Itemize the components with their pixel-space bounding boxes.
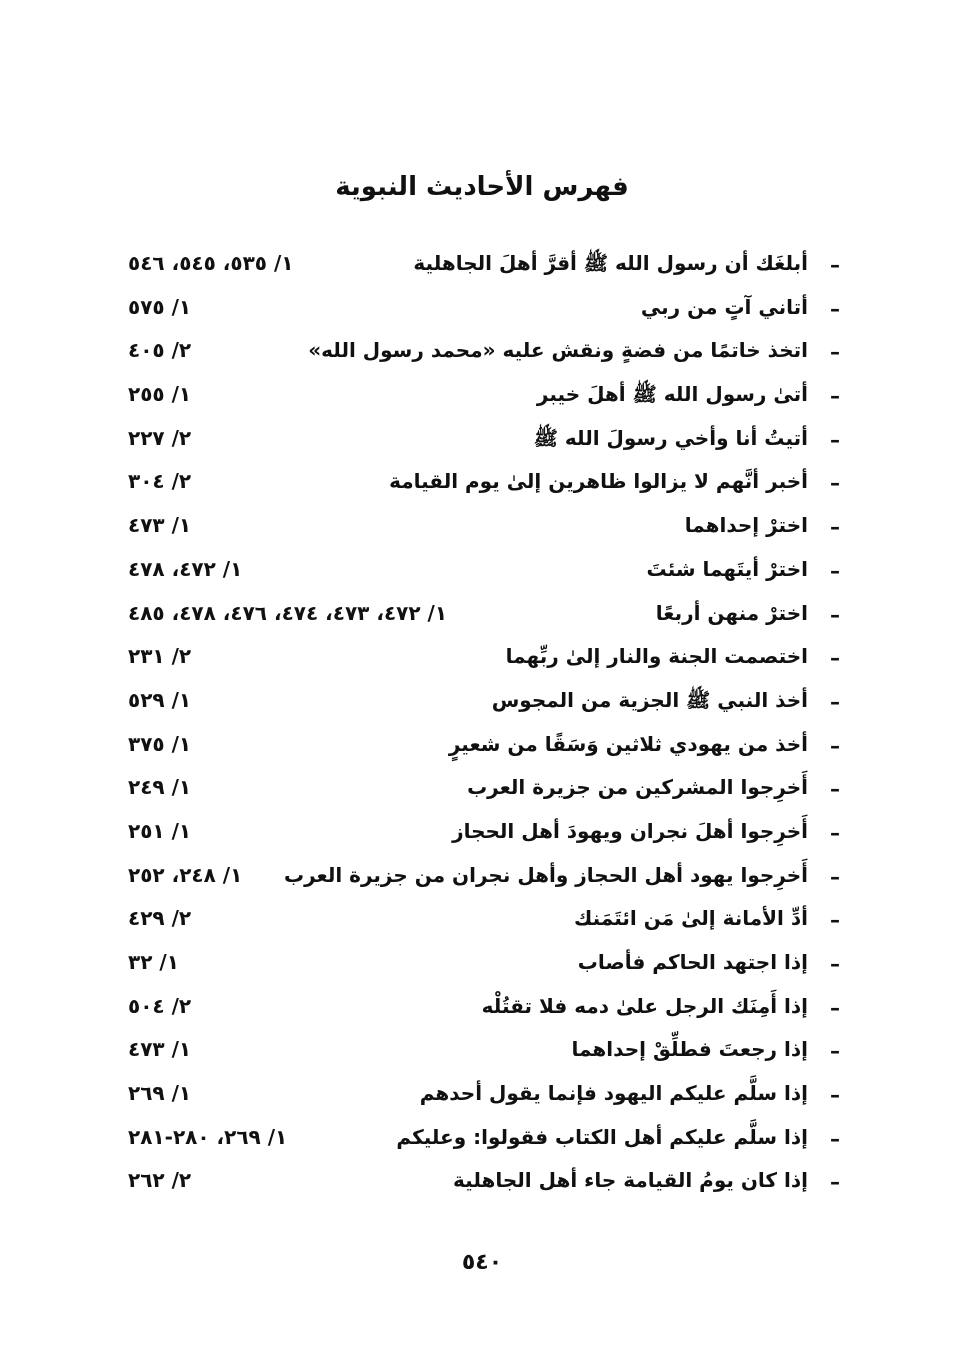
hadith-reference: ١/ ٥٧٥ [128, 294, 192, 319]
list-item [128, 640, 840, 684]
hadith-text: اخترْ منهن أربعًا [655, 600, 808, 625]
hadith-reference: ١/ ٥٣٥، ٥٤٥، ٥٤٦ [128, 251, 294, 275]
hadith-reference: ١/ ٢٦٩ [128, 1081, 192, 1106]
hadith-reference: ٢/ ٥٠٤ [128, 993, 192, 1018]
hadith-text: أخذ النبي ﷺ الجزية من المجوس [491, 687, 808, 712]
hadith-reference: ١/ ٢٤٨، ٢٥٢ [128, 862, 243, 887]
entry-dash: – [830, 908, 840, 933]
entry-dash: – [830, 1039, 840, 1064]
list-item [128, 902, 840, 946]
entry-dash: – [830, 427, 840, 452]
hadith-text: اختصمت الجنة والنار إلىٰ ربِّهما [505, 644, 808, 669]
list-item [128, 1164, 840, 1208]
hadith-reference: ٢/ ٢٣١ [128, 644, 192, 669]
list-item [128, 859, 840, 903]
hadith-text: اخترْ إحداهما [684, 513, 808, 538]
hadith-reference: ٢/ ٢٦٢ [128, 1168, 192, 1193]
hadith-text: إذا سلَّم عليكم أهل الكتاب فقولوا: وعليكم [396, 1124, 808, 1149]
hadith-text: اخترْ أيتَهما شئتَ [646, 556, 808, 581]
list-item [128, 378, 840, 422]
hadith-text: إذا كان يومُ القيامة جاء أهل الجاهلية [453, 1168, 808, 1193]
hadith-text: أدِّ الأمانة إلىٰ مَن ائتَمَنك [574, 906, 808, 931]
page-number: ٥٤٠ [461, 1250, 503, 1275]
entry-dash: – [830, 952, 840, 976]
hadith-text: أَخرِجوا أهلَ نجران ويهودَ أهل الحجاز [452, 818, 808, 843]
page-title: فهرس الأحاديث النبوية [335, 172, 629, 202]
hadith-reference: ٢/ ٣٠٤ [128, 469, 192, 494]
hadith-reference: ٢/ ٤٠٥ [128, 338, 192, 363]
list-item [128, 771, 840, 815]
list-item [128, 291, 840, 335]
hadith-text: إذا اجتهد الحاكم فأصاب [577, 950, 808, 974]
entry-dash: – [830, 296, 840, 321]
hadith-reference: ٢/ ٢٢٧ [128, 425, 192, 450]
list-item [128, 553, 840, 597]
hadith-text: إذا سلَّم عليكم اليهود فإنما يقول أحدهم [419, 1081, 808, 1106]
list-item [128, 334, 840, 378]
entry-dash: – [830, 471, 840, 496]
hadith-text: أتيتُ أنا وأخي رسولَ الله ﷺ [533, 425, 808, 450]
entry-dash: – [830, 558, 840, 583]
hadith-text: أَخرِجوا يهود أهل الحجاز وأهل نجران من جزيرة العرب [283, 862, 808, 887]
hadith-reference: ١/ ٤٧٢، ٤٧٨ [128, 556, 243, 581]
hadith-reference: ١/ ٢٤٩ [128, 775, 192, 800]
hadith-reference: ١/ ٤٧٣ [128, 513, 192, 538]
hadith-text: اتخذ خاتمًا من فضةٍ ونقش عليه «محمد رسول الله» [308, 338, 808, 363]
entry-dash: – [830, 515, 840, 540]
entry-dash: – [830, 1170, 840, 1195]
list-item [128, 1121, 840, 1165]
hadith-reference: ١/ ٤٧٢، ٤٧٣، ٤٧٤، ٤٧٦، ٤٧٨، ٤٨٥ [128, 600, 448, 625]
entry-dash: – [830, 864, 840, 889]
list-item [128, 946, 840, 990]
hadith-text: أَخرِجوا المشركين من جزيرة العرب [467, 775, 808, 800]
hadith-reference: ١/ ٢٥١ [128, 818, 192, 843]
hadith-reference: ١/ ٢٦٩، ٢٨٠-٢٨١ [128, 1124, 288, 1149]
entry-dash: – [830, 1126, 840, 1151]
entry-dash: – [830, 777, 840, 802]
hadith-reference: ١/ ٢٥٥ [128, 382, 192, 407]
list-item [128, 422, 840, 466]
list-item [128, 1077, 840, 1121]
entry-dash: – [830, 995, 840, 1020]
entry-dash: – [830, 733, 840, 758]
hadith-reference: ٢/ ٤٢٩ [128, 906, 192, 931]
list-item [128, 465, 840, 509]
entry-dash: – [830, 384, 840, 409]
list-item [128, 728, 840, 772]
entry-dash: – [830, 820, 840, 845]
hadith-text: أتىٰ رسول الله ﷺ أهلَ خيبر [536, 382, 808, 407]
hadith-reference: ١/ ٤٧٣ [128, 1037, 192, 1062]
hadith-text: أبلغَك أن رسول الله ﷺ أقرَّ أهلَ الجاهلية [413, 251, 808, 275]
hadith-reference: ١/ ٣٧٥ [128, 731, 192, 756]
hadith-text: أتاني آتٍ من ربي [640, 294, 808, 319]
list-item [128, 247, 840, 291]
entry-dash: – [830, 1083, 840, 1108]
entry-dash: – [830, 646, 840, 671]
entry-dash: – [830, 340, 840, 365]
list-item [128, 597, 840, 641]
hadith-reference: ١/ ٣٢ [128, 950, 179, 974]
entry-dash: – [830, 253, 840, 277]
list-item [128, 684, 840, 728]
list-item [128, 1033, 840, 1077]
hadith-index-list [128, 247, 840, 1208]
list-item [128, 990, 840, 1034]
entry-dash: – [830, 602, 840, 627]
hadith-text: أخبر أنَّهم لا يزالوا ظاهرين إلىٰ يوم القيامة [389, 469, 808, 494]
entry-dash: – [830, 689, 840, 714]
hadith-reference: ١/ ٥٢٩ [128, 687, 192, 712]
hadith-text: إذا رجعتَ فطلِّقْ إحداهما [571, 1037, 808, 1062]
list-item [128, 509, 840, 553]
hadith-text: إذا أَمِنَك الرجل علىٰ دمه فلا تقتُلْه [481, 993, 808, 1018]
hadith-text: أخذ من يهودي ثلاثين وَسَقًا من شعيرٍ [448, 731, 808, 756]
list-item [128, 815, 840, 859]
